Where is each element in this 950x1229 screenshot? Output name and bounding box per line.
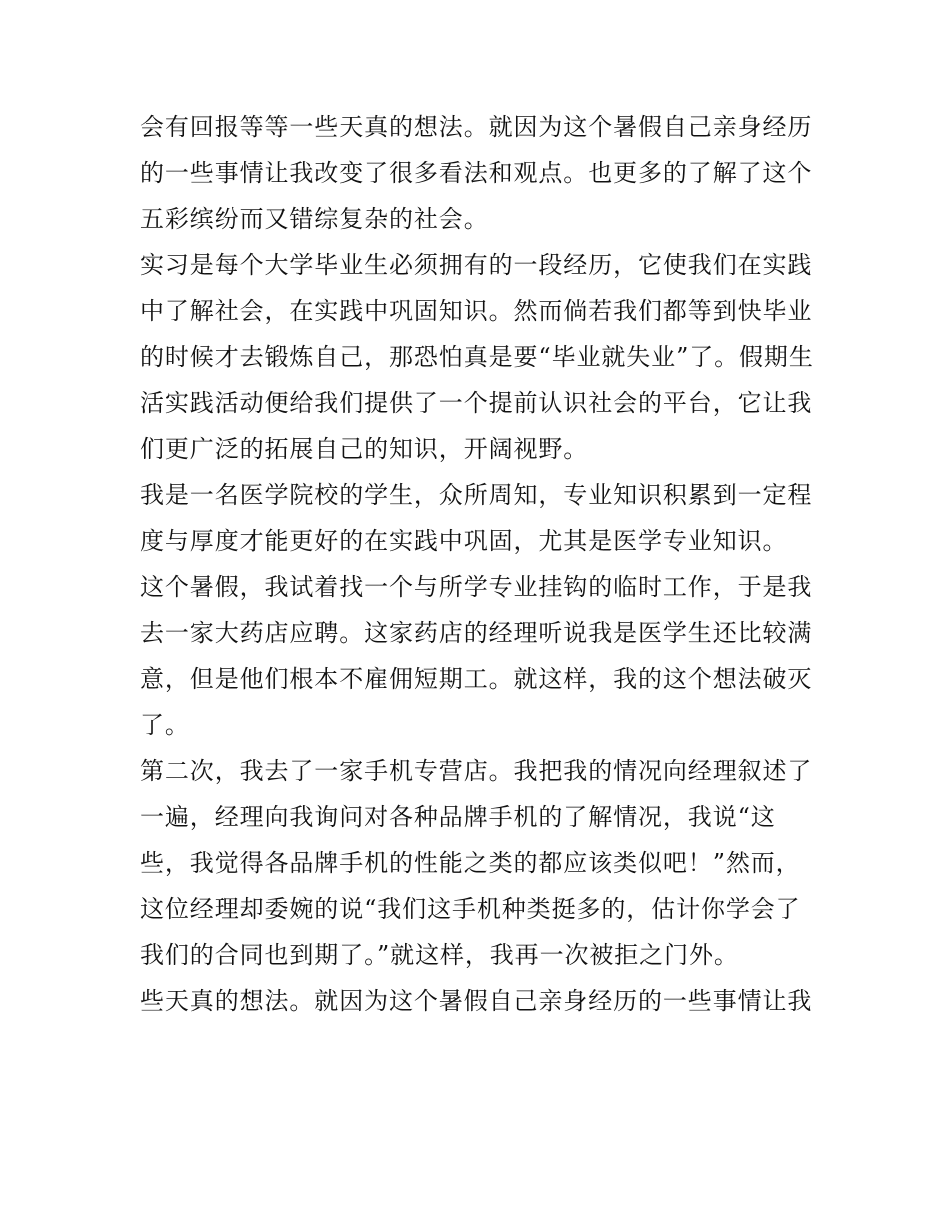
text-line: 的时候才去锻炼自己，那恐怕真是要“毕业就失业”了。假期生 [140,343,814,371]
text-line: 了。 [140,711,190,739]
text-line: 些，我觉得各品牌手机的性能之类的都应该类似吧！”然而， [140,849,801,877]
text-line: 些天真的想法。就因为这个暑假自己亲身经历的一些事情让我 [140,987,813,1015]
text-line: 们更广泛的拓展自己的知识，开阔视野。 [140,435,589,463]
text-line: 会有回报等等一些天真的想法。就因为这个暑假自己亲身经历 [140,113,813,141]
text-line: 这位经理却委婉的说“我们这手机种类挺多的，估计你学会了 [140,895,801,923]
text-line: 中了解社会，在实践中巩固知识。然而倘若我们都等到快毕业 [140,297,813,325]
text-line: 度与厚度才能更好的在实践中巩固，尤其是医学专业知识。 [140,527,788,555]
text-line: 一遍，经理向我询问对各种品牌手机的了解情况，我说“这 [140,803,776,831]
text-line: 我是一名医学院校的学生，众所周知，专业知识积累到一定程 [140,481,813,509]
text-line: 实习是每个大学毕业生必须拥有的一段经历，它使我们在实践 [140,251,813,279]
text-line: 第二次，我去了一家手机专营店。我把我的情况向经理叙述了 [140,757,813,785]
text-line: 活实践活动便给我们提供了一个提前认识社会的平台，它让我 [140,389,813,417]
text-line: 我们的合同也到期了。”就这样，我再一次被拒之门外。 [140,941,739,969]
text-line: 去一家大药店应聘。这家药店的经理听说我是医学生还比较满 [140,619,813,647]
text-line: 的一些事情让我改变了很多看法和观点。也更多的了解了这个 [140,159,813,187]
text-line: 意，但是他们根本不雇佣短期工。就这样，我的这个想法破灭 [140,665,813,693]
text-line: 五彩缤纷而又错综复杂的社会。 [140,205,489,233]
body-text [140,104,820,1024]
text-line: 这个暑假，我试着找一个与所学专业挂钩的临时工作，于是我 [140,573,813,601]
